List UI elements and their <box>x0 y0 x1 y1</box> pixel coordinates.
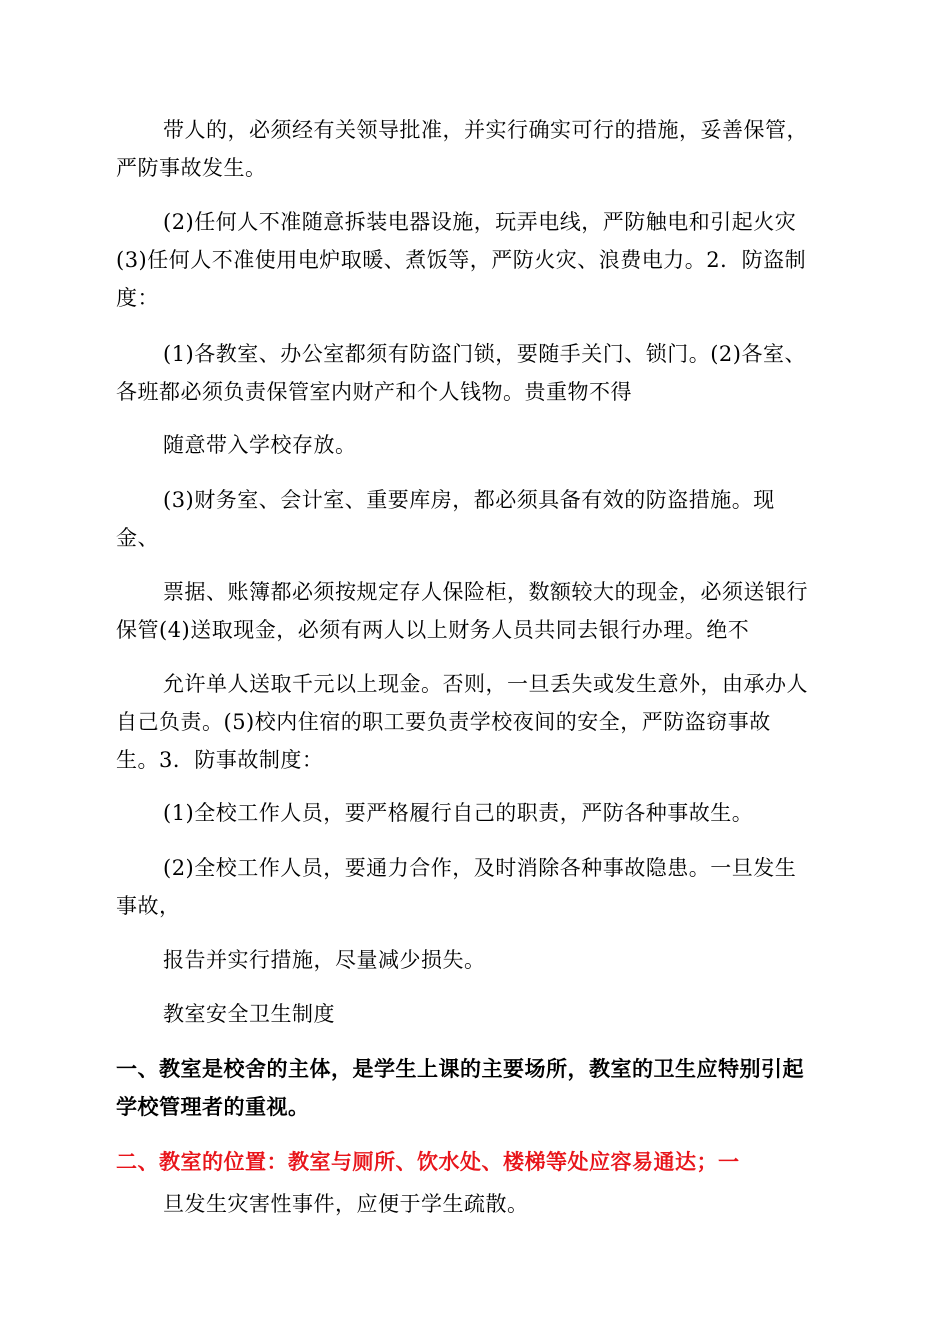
paragraph-7 <box>116 665 836 779</box>
text-line: 允许单人送取千元以上现金。否则，一旦丢失或发生意外，由承办人 <box>163 672 808 696</box>
text-line: 一、教室是校舍的主体，是学生上课的主要场所，教室的卫生应特别引起 <box>116 1057 804 1081</box>
text-line: 票据、账簿都必须按规定存人保险柜，数额较大的现金，必须送银行 <box>163 580 808 604</box>
text-line: 金、 <box>116 526 159 550</box>
text-line: 教室安全卫生制度 <box>163 1002 335 1026</box>
text-line: 严防事故发生。 <box>116 156 267 180</box>
section-title <box>116 995 836 1033</box>
heading-item-2 <box>116 1143 836 1181</box>
text-line: 各班都必须负责保管室内财产和个人钱物。贵重物不得 <box>116 380 632 404</box>
text-line: 旦发生灾害性事件，应便于学生疏散。 <box>163 1192 529 1216</box>
text-line: 保管(4)送取现金，必须有两人以上财务人员共同去银行办理。绝不 <box>116 618 750 642</box>
paragraph-10 <box>116 941 836 979</box>
paragraph-11 <box>116 1185 836 1223</box>
paragraph-3 <box>116 335 836 411</box>
text-line: (3)财务室、会计室、重要库房，都必须具备有效的防盗措施。现 <box>163 488 775 512</box>
paragraph-6 <box>116 573 836 649</box>
paragraph-4 <box>116 426 836 464</box>
text-line: 报告并实行措施，尽量减少损失。 <box>163 948 486 972</box>
text-line: 自己负责。(5)校内住宿的职工要负责学校夜间的安全，严防盗窃事故 <box>116 710 771 734</box>
text-line: 带人的，必须经有关领导批准，并实行确实可行的措施，妥善保管， <box>163 118 808 142</box>
text-line: (3)任何人不准使用电炉取暖、煮饭等，严防火灾、浪费电力。2．防盗制 <box>116 248 807 272</box>
text-line: 生。3．防事故制度： <box>116 748 324 772</box>
text-line: 二、教室的位置：教室与厕所、饮水处、楼梯等处应容易通达；一 <box>116 1150 740 1174</box>
text-line: (1)全校工作人员，要严格履行自己的职责，严防各种事故生。 <box>163 801 754 825</box>
text-line: 随意带入学校存放。 <box>163 433 357 457</box>
text-line: 事故， <box>116 894 181 918</box>
text-line: (2)任何人不准随意拆装电器设施，玩弄电线，严防触电和引起火灾 <box>163 210 797 234</box>
paragraph-2 <box>116 203 836 317</box>
text-line: (1)各教室、办公室都须有防盗门锁，要随手关门、锁门。(2)各室、 <box>163 342 806 366</box>
text-line: 学校管理者的重视。 <box>116 1095 310 1119</box>
text-line: (2)全校工作人员，要通力合作，及时消除各种事故隐患。一旦发生 <box>163 856 797 880</box>
text-line: 度： <box>116 286 159 310</box>
paragraph-5 <box>116 481 836 557</box>
paragraph-9 <box>116 849 836 925</box>
paragraph-1 <box>116 111 836 187</box>
heading-item-1 <box>116 1050 836 1126</box>
paragraph-8 <box>116 794 836 832</box>
